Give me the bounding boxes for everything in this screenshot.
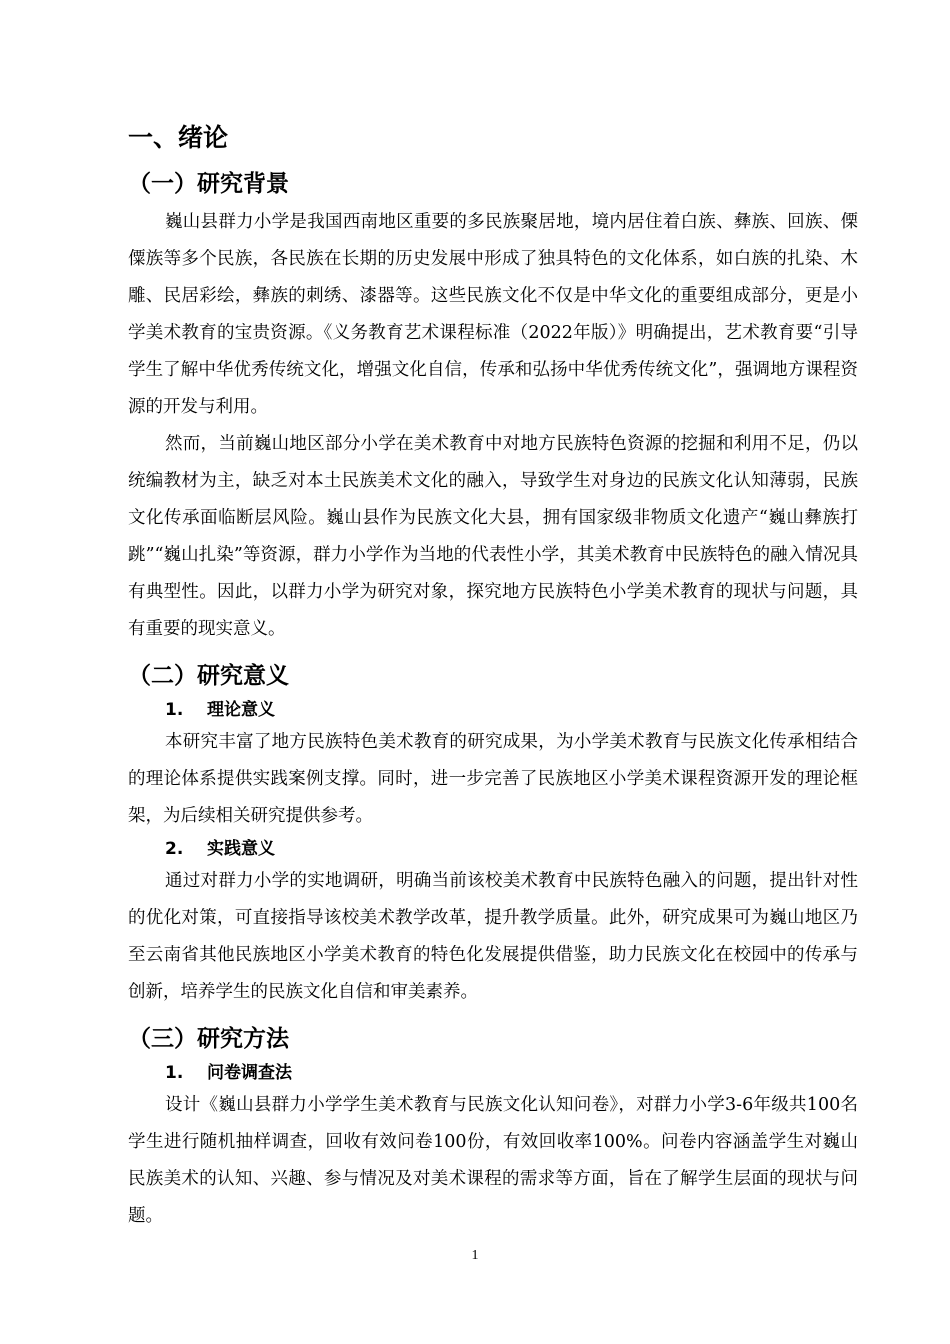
paragraph-background-1: 巍山县群力小学是我国西南地区重要的多民族聚居地，境内居住着白族、彝族、回族、傈僳族等多个民族，各民族在长期的历史发展中形成了独具特色的文化体系，如白族的扎染、木雕、民居彩绘，彝族的刺绣、漆器等。这些民族文化不仅是中华文化的重要组成部分，更是小学美术教育的宝贵资源。《义务教育艺术课程标准（2022年版）》明确提出，艺术教育要“引导学生了解中华优秀传统文化，增强文化自信，传承和弘扬中华优秀传统文化”，强调地方课程资源的开发与利用。 [128, 212, 858, 417]
section-heading-background: （一）研究背景 [128, 171, 289, 197]
paragraph-questionnaire-method: 设计《巍山县群力小学学生美术教育与民族文化认知问卷》，对群力小学3-6年级共100名学生进行随机抽样调查，回收有效问卷100份，有效回收率100%。问卷内容涵盖学生对巍山民族美术的认知、兴趣、参与情况及对美术课程的需求等方面，旨在了解学生层面的现状与问题。 [128, 1095, 858, 1226]
paragraph-practical-significance: 通过对群力小学的实地调研，明确当前该校美术教育中民族特色融入的问题，提出针对性的优化对策，可直接指导该校美术教学改革，提升教学质量。此外，研究成果可为巍山地区乃至云南省其他民族地区小学美术教育的特色化发展提供借鉴，助力民族文化在校园中的传承与创新，培养学生的民族文化自信和审美素养。 [128, 871, 858, 1002]
section-heading-methods: （三）研究方法 [128, 1026, 289, 1052]
chapter-heading: 一、绪论 [128, 123, 229, 152]
page-number: 1 [471, 1248, 479, 1263]
subheading-practical-significance: 2. 实践意义 [165, 839, 275, 859]
document-page [128, 118, 858, 1235]
section-heading-significance: （二）研究意义 [128, 663, 289, 689]
subheading-theoretical-significance: 1. 理论意义 [165, 700, 275, 720]
paragraph-background-2: 然而，当前巍山地区部分小学在美术教育中对地方民族特色资源的挖掘和利用不足，仍以统编教材为主，缺乏对本土民族美术文化的融入，导致学生对身边的民族文化认知薄弱，民族文化传承面临断层风险。巍山县作为民族文化大县，拥有国家级非物质文化遗产“巍山彝族打跳”“巍山扎染”等资源，群力小学作为当地的代表性小学，其美术教育中民族特色的融入情况具有典型性。因此，以群力小学为研究对象，探究地方民族特色小学美术教育的现状与问题，具有重要的现实意义。 [128, 434, 858, 639]
subheading-questionnaire-method: 1. 问卷调查法 [165, 1063, 292, 1083]
paragraph-theoretical-significance: 本研究丰富了地方民族特色美术教育的研究成果，为小学美术教育与民族文化传承相结合的理论体系提供实践案例支撑。同时，进一步完善了民族地区小学美术课程资源开发的理论框架，为后续相关研究提供参考。 [128, 732, 858, 826]
